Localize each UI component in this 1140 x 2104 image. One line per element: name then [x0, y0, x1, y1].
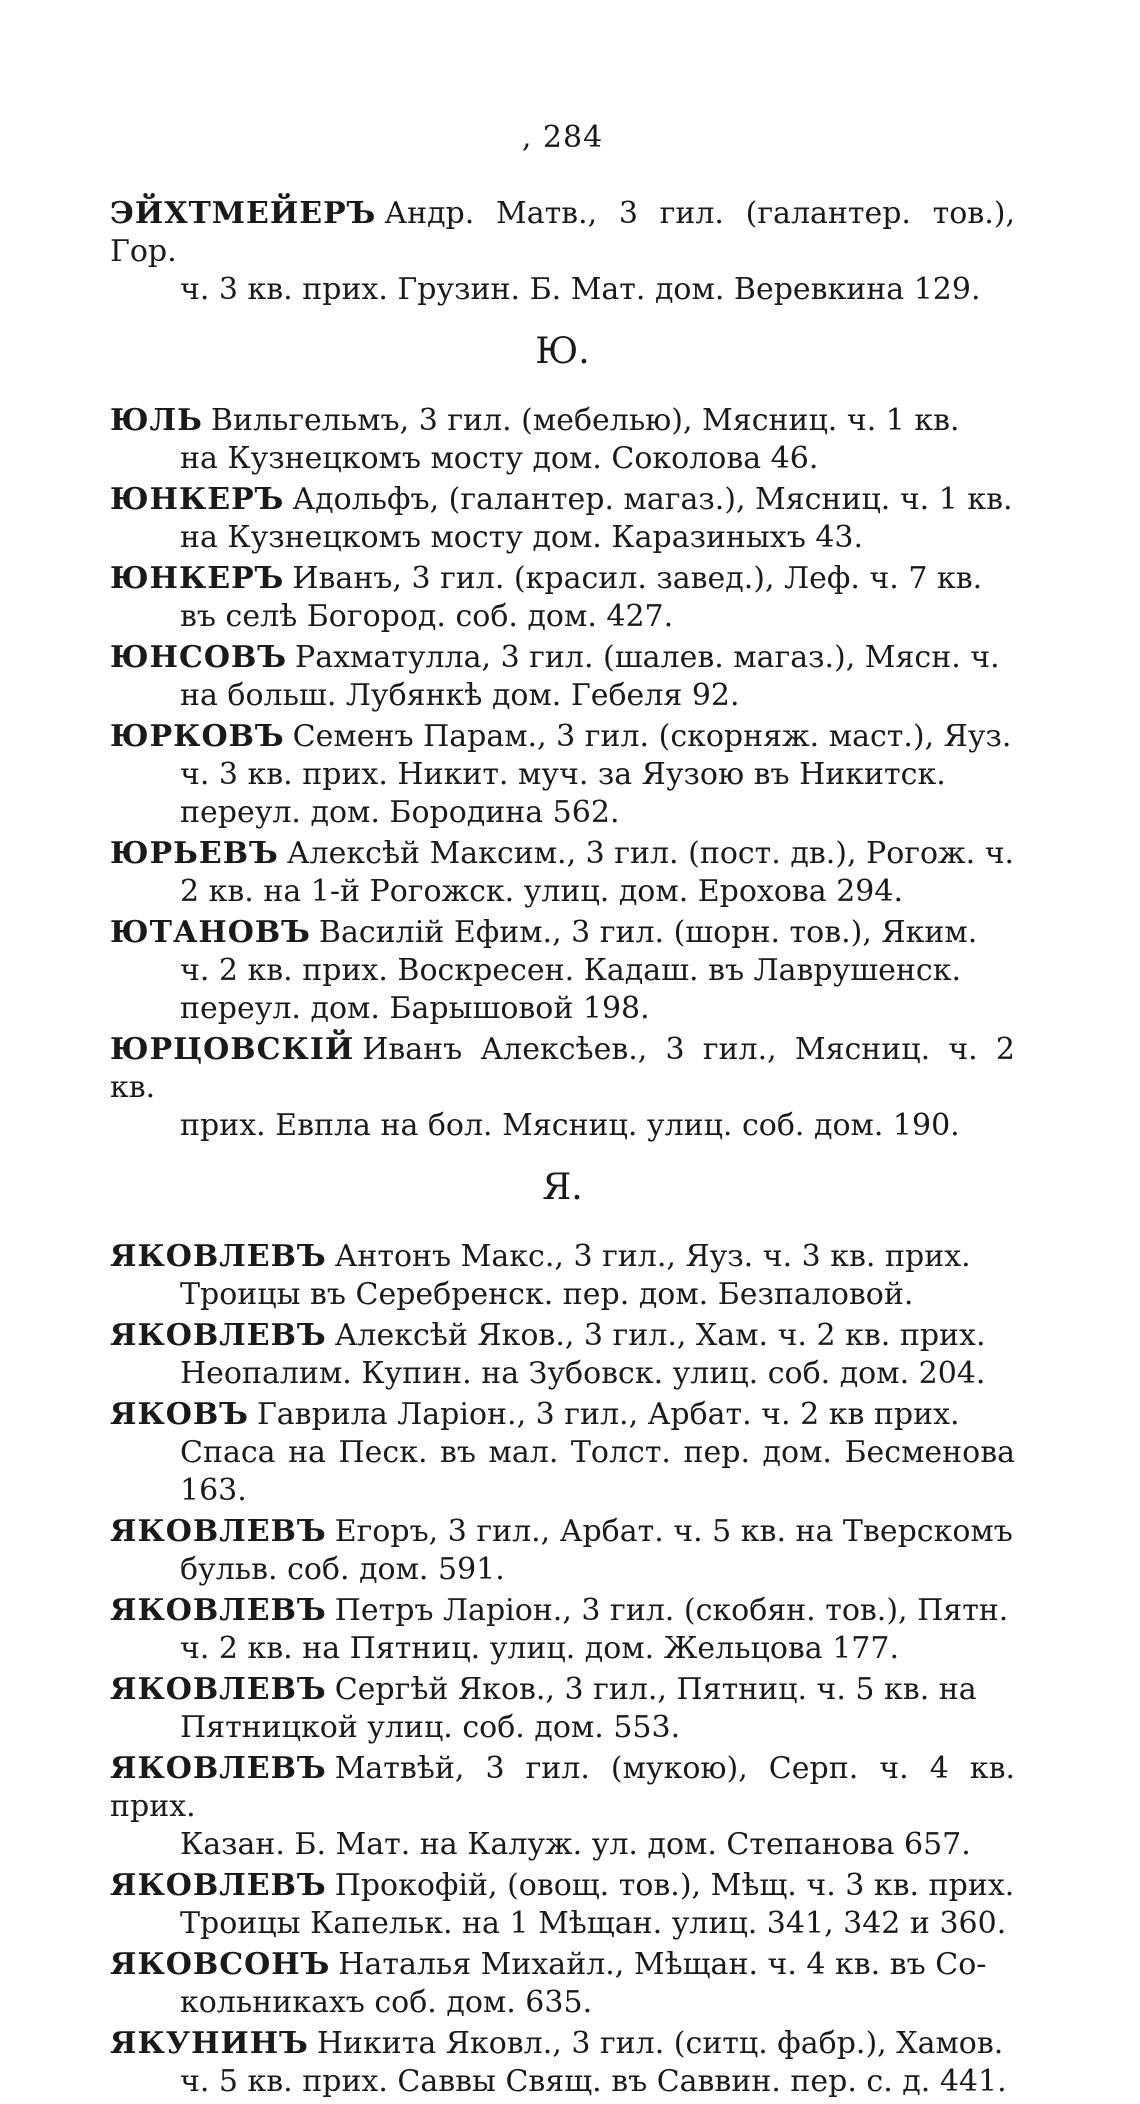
entry-surname: ЮРКОВЪ — [110, 719, 285, 754]
entry-continuation-line: Неопалим. Купин. на Зубовск. улиц. соб. дом. 204. — [180, 1356, 986, 1391]
directory-entry — [110, 1396, 1015, 1510]
entry-surname: ЯКОВЛЕВЪ — [110, 1868, 327, 1903]
entry-surname: ЮРЦОВСКІЙ — [110, 1032, 355, 1067]
entry-surname: ЮНКЕРЪ — [110, 561, 285, 596]
entry-first-line — [110, 1592, 1015, 1630]
entry-first-line — [110, 195, 1015, 271]
entry-first-line — [110, 1946, 1015, 1984]
entry-first-line — [110, 1238, 1015, 1276]
directory-entry — [110, 835, 1015, 911]
entry-first-line — [110, 481, 1015, 519]
entry-surname: ЯКУНИНЪ — [110, 2026, 309, 2061]
entry-text: Андр. Матв., 3 гил. (галантер. тов.), Гор. — [110, 196, 1015, 269]
entry-text: Егоръ, 3 гил., Арбат. ч. 5 кв. на Тверскомъ — [334, 1514, 1013, 1549]
entry-first-line — [110, 560, 1015, 598]
entry-text: Наталья Михайл., Мѣщан. ч. 4 кв. въ Со- — [338, 1947, 987, 1982]
entry-first-line — [110, 402, 1015, 440]
entry-continuation-line: бульв. соб. дом. 591. — [180, 1552, 505, 1587]
entry-text: Рахматулла, 3 гил. (шалев. магаз.), Мясн. ч. — [295, 640, 1000, 675]
directory-entry — [110, 718, 1015, 832]
entry-first-line — [110, 1031, 1015, 1107]
entry-continuation-line: переул. дом. Барышовой 198. — [180, 991, 650, 1026]
entry-surname: ЯКОВЛЕВЪ — [110, 1514, 327, 1549]
entry-list-top — [110, 195, 1015, 309]
entry-continuation-line: ч. 5 кв. прих. Саввы Свящ. въ Саввин. пер. с. д. 441. — [180, 2064, 1007, 2099]
entry-text: Антонъ Макс., 3 гил., Яуз. ч. 3 кв. прих. — [334, 1239, 971, 1274]
directory-entry — [110, 195, 1015, 309]
entry-first-line — [110, 914, 1015, 952]
entry-continuation-line: прих. Евпла на бол. Мясниц. улиц. соб. дом. 190. — [180, 1108, 960, 1143]
directory-entry — [110, 1513, 1015, 1589]
entry-text: Семенъ Парам., 3 гил. (скорняж. маст.), Яуз. — [292, 719, 1012, 754]
entry-continuation-line: на Кузнецкомъ мосту дом. Соколова 46. — [180, 441, 819, 476]
directory-entry — [110, 402, 1015, 478]
entry-continuation-line: на больш. Лубянкѣ дом. Гебеля 92. — [180, 678, 740, 713]
entry-first-line — [110, 1317, 1015, 1355]
entry-text: Иванъ, 3 гил. (красил. завед.), Леф. ч. 7 кв. — [292, 561, 983, 596]
entry-text: Гаврила Ларіон., 3 гил., Арбат. ч. 2 кв прих. — [256, 1397, 960, 1432]
directory-entry — [110, 481, 1015, 557]
entry-continuation-line: ч. 2 кв. прих. Воскресен. Кадаш. въ Лаврушенск. — [180, 953, 961, 988]
entry-continuation-line: на Кузнецкомъ мосту дом. Каразиныхъ 43. — [180, 520, 864, 555]
entry-surname: ЯКОВЛЕВЪ — [110, 1318, 327, 1353]
directory-entry — [110, 914, 1015, 1028]
entry-continuation-line: Пятницкой улиц. соб. дом. 553. — [180, 1710, 681, 1745]
directory-entry — [110, 1946, 1015, 2022]
entry-surname: ЯКОВЛЕВЪ — [110, 1672, 327, 1707]
entry-first-line — [110, 1671, 1015, 1709]
entry-surname: ЮТАНОВЪ — [110, 915, 311, 950]
entry-text: Матвѣй, 3 гил. (мукою), Серп. ч. 4 кв. прих. — [110, 1751, 1015, 1824]
directory-entry — [110, 1750, 1015, 1864]
entry-surname: ЯКОВЪ — [110, 1397, 249, 1432]
entry-text: Василій Ефим., 3 гил. (шорн. тов.), Яким. — [318, 915, 978, 950]
page-number: , 284 — [521, 120, 604, 155]
entry-surname: ЯКОВСОНЪ — [110, 1947, 331, 1982]
directory-entry — [110, 1671, 1015, 1747]
directory-entry — [110, 2025, 1015, 2101]
entry-continuation-line: переул. дом. Бородина 562. — [180, 795, 620, 830]
entry-surname: ЭЙХТМЕЙЕРЪ — [110, 196, 377, 231]
entry-first-line — [110, 2025, 1015, 2063]
directory-entry — [110, 560, 1015, 636]
directory-entry — [110, 1867, 1015, 1943]
entry-first-line — [110, 1750, 1015, 1826]
entry-text: Сергѣй Яков., 3 гил., Пятниц. ч. 5 кв. на — [334, 1672, 977, 1707]
directory-entry — [110, 1317, 1015, 1393]
entry-list-ya — [110, 1238, 1015, 2101]
entry-surname: ЯКОВЛЕВЪ — [110, 1239, 327, 1274]
entry-text: Адольфъ, (галантер. магаз.), Мясниц. ч. 1 кв. — [292, 482, 1013, 517]
entry-first-line — [110, 1513, 1015, 1551]
section-heading-yu: Ю. — [535, 331, 590, 372]
entry-text: Вильгельмъ, 3 гил. (мебелью), Мясниц. ч. 1 кв. — [210, 403, 960, 438]
entry-text: Прокофій, (овощ. тов.), Мѣщ. ч. 3 кв. прих. — [334, 1868, 1015, 1903]
entry-first-line — [110, 639, 1015, 677]
entry-continuation-line: 2 кв. на 1-й Рогожск. улиц. дом. Ерохова 294. — [180, 874, 904, 909]
entry-text: Алексѣй Яков., 3 гил., Хам. ч. 2 кв. прих. — [334, 1318, 986, 1353]
section-heading-ya: Я. — [542, 1167, 583, 1208]
entry-text: Алексѣй Максим., 3 гил. (пост. дв.), Рогож. ч. — [286, 836, 1015, 871]
directory-entry — [110, 1238, 1015, 1314]
entry-surname: ЮНКЕРЪ — [110, 482, 285, 517]
entry-continuation-line: ч. 3 кв. прих. Грузин. Б. Мат. дом. Веревкина 129. — [180, 272, 981, 307]
entry-surname: ЮЛЬ — [110, 403, 203, 438]
entry-surname: ЮРЬЕВЪ — [110, 836, 279, 871]
entry-first-line — [110, 1396, 1015, 1434]
entry-list-yu — [110, 402, 1015, 1145]
directory-entry — [110, 1031, 1015, 1145]
entry-continuation-line: Троицы въ Серебренск. пер. дом. Безпаловой. — [180, 1277, 914, 1312]
entry-continuation-line: Спаса на Песк. въ мал. Толст. пер. дом. Бесменова 163. — [180, 1435, 1015, 1508]
entry-continuation-line: въ селѣ Богород. соб. дом. 427. — [180, 599, 674, 634]
entry-text: Петръ Ларіон., 3 гил. (скобян. тов.), Пятн. — [334, 1593, 1009, 1628]
entry-surname: ЮНСОВЪ — [110, 640, 288, 675]
directory-page — [110, 120, 1015, 2104]
entry-surname: ЯКОВЛЕВЪ — [110, 1593, 327, 1628]
directory-entry — [110, 639, 1015, 715]
entry-continuation-line: кольникахъ соб. дом. 635. — [180, 1985, 593, 2020]
entry-continuation-line: ч. 3 кв. прих. Никит. муч. за Яузою въ Никитск. — [180, 757, 946, 792]
entry-surname: ЯКОВЛЕВЪ — [110, 1751, 327, 1786]
entry-continuation-line: ч. 2 кв. на Пятниц. улиц. дом. Жельцова 177. — [180, 1631, 900, 1666]
directory-entry — [110, 1592, 1015, 1668]
entry-first-line — [110, 835, 1015, 873]
entry-first-line — [110, 1867, 1015, 1905]
entry-text: Никита Яковл., 3 гил. (ситц. фабр.), Хамов. — [316, 2026, 1004, 2061]
entry-first-line — [110, 718, 1015, 756]
entry-continuation-line: Троицы Капельк. на 1 Мѣщан. улиц. 341, 342 и 360. — [180, 1906, 1007, 1941]
entry-text: Иванъ Алексѣев., 3 гил., Мясниц. ч. 2 кв. — [110, 1032, 1015, 1105]
entry-continuation-line: Казан. Б. Мат. на Калуж. ул. дом. Степанова 657. — [180, 1827, 971, 1862]
